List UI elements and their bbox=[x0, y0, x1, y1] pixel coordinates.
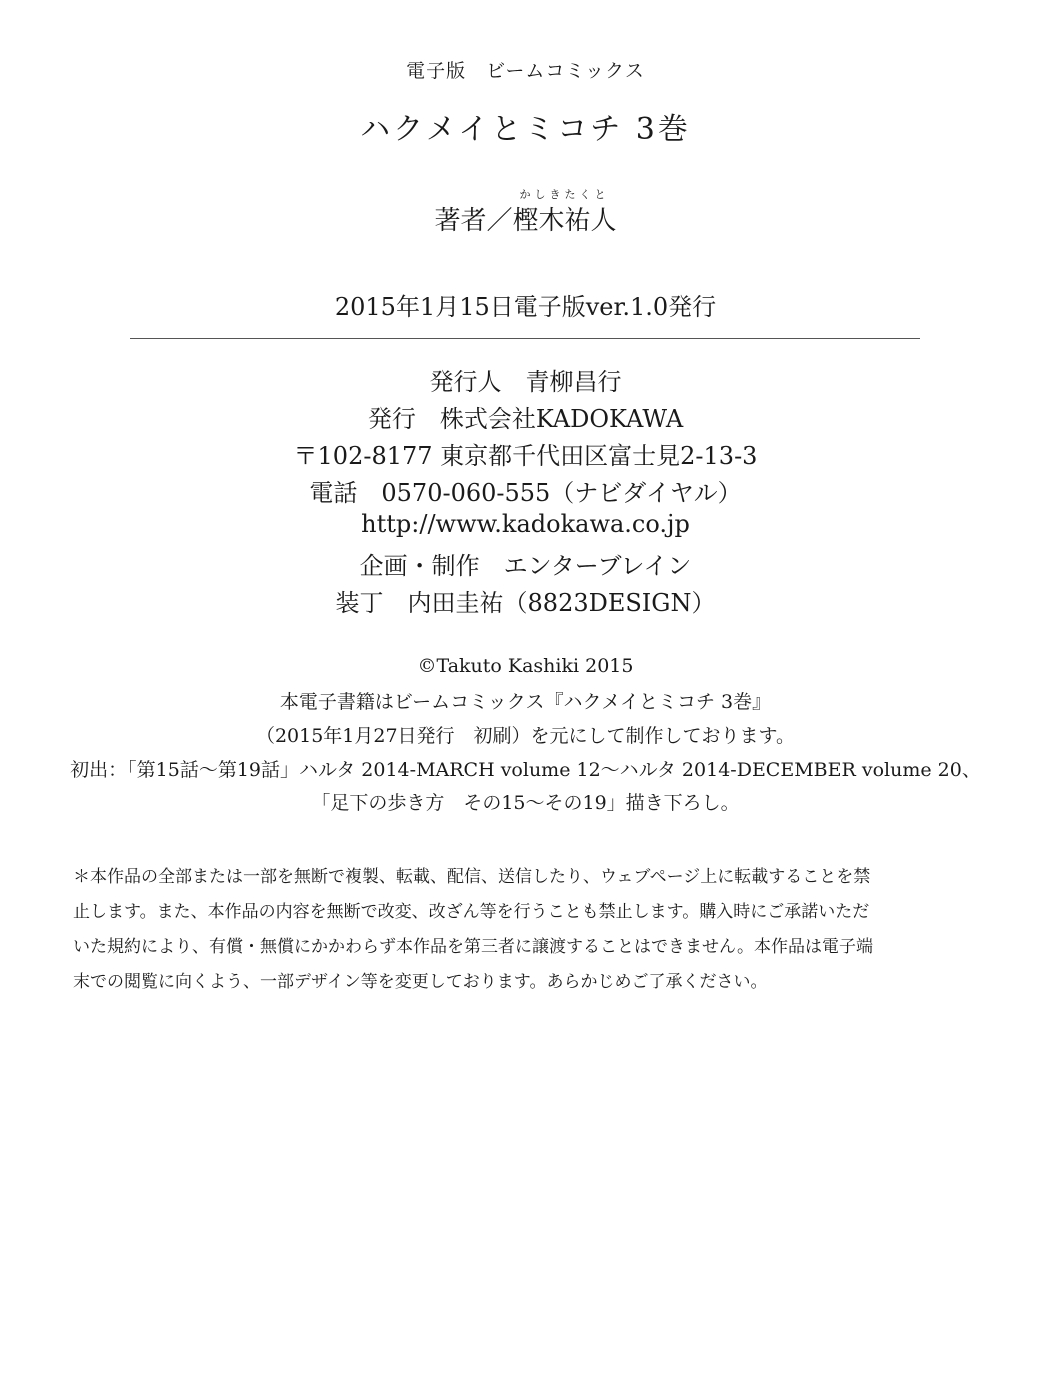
legal-notice bbox=[73, 860, 988, 1000]
publisher-address: 〒102-8177 東京都千代田区富士見2-13-3 bbox=[293, 442, 758, 470]
legal-notice-line: いた規約により、有償・無償にかかわらず本作品を第三者に譲渡することはできません。本作品は電子端 bbox=[73, 937, 874, 957]
author-reading: かしきたくと bbox=[519, 188, 610, 201]
author-prefix: 著者／ bbox=[434, 206, 513, 236]
author-line bbox=[0, 188, 1051, 237]
publisher-phone: 電話 0570-060-555（ナビダイヤル） bbox=[309, 479, 742, 507]
divider bbox=[130, 338, 920, 339]
design-credit: 装丁 内田圭祐（8823DESIGN） bbox=[335, 589, 716, 617]
publisher-person: 発行人 青柳昌行 bbox=[429, 368, 622, 396]
publisher-url: http://www.kadokawa.co.jp bbox=[361, 510, 690, 538]
author-name-wrap bbox=[512, 188, 617, 237]
publication-date: 2015年1月15日電子版ver.1.0発行 bbox=[334, 293, 717, 321]
book-title: ハクメイとミコチ 3巻 bbox=[360, 112, 691, 147]
edition-label: 電子版 ビームコミックス bbox=[406, 60, 645, 82]
source-note: 本電子書籍はビームコミックス『ハクメイとミコチ 3巻』 bbox=[279, 691, 772, 713]
production-credit: 企画・制作 エンターブレイン bbox=[359, 552, 692, 580]
publisher-company: 発行 株式会社KADOKAWA bbox=[367, 405, 684, 433]
legal-notice-line: ＊本作品の全部または一部を無断で複製、転載、配信、送信したり、ウェブページ上に転載することを禁 bbox=[73, 867, 871, 887]
legal-notice-line: 止します。また、本作品の内容を無断で改変、改ざん等を行うことも禁止します。購入時にご承諾いただ bbox=[73, 902, 870, 922]
bonus-content-note: 「足下の歩き方 その15〜その19」描き下ろし。 bbox=[311, 792, 740, 814]
legal-notice-line: 末での閲覧に向くよう、一部デザイン等を変更しております。あらかじめご了承ください。 bbox=[73, 972, 768, 992]
source-edition-note: （2015年1月27日発行 初刷）を元にして制作しております。 bbox=[255, 725, 796, 747]
author-name: 樫木祐人 bbox=[512, 206, 617, 236]
first-appearance: 初出：「第15話〜第19話」ハルタ 2014-MARCH volume 12〜ハルタ 2014-DECEMBER volume 20、 bbox=[70, 759, 981, 781]
copyright: ©Takuto Kashiki 2015 bbox=[417, 655, 634, 677]
